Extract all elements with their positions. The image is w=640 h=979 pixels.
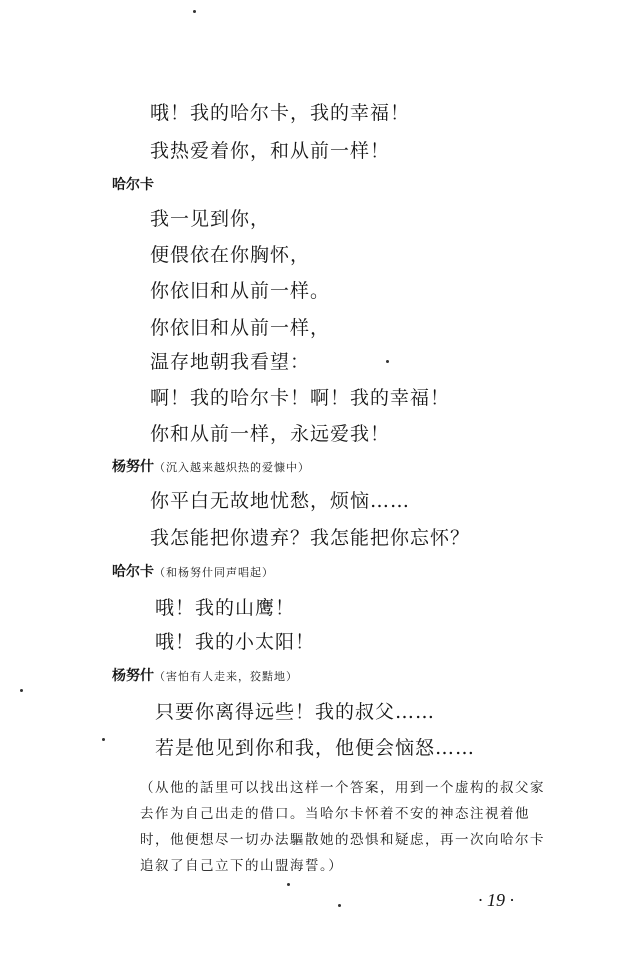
verse-line: 我热爱着你，和从前一样！ [150,140,391,162]
speck [102,738,105,741]
speaker-line [112,456,310,476]
speaker-line [112,665,298,685]
speck [287,883,290,886]
verse-line: 只要你离得远些！我的叔父…… [155,701,436,723]
speaker-name: 哈尔卡 [112,177,154,193]
verse-line: 哦！我的山鹰！ [155,597,296,619]
speaker-name: 杨努什 [112,668,154,684]
note-line: 追叙了自己立下的山盟海誓。） [140,858,344,874]
verse-line: 便偎依在你胸怀， [150,244,311,266]
speck [20,689,23,692]
stage-direction: （沉入越来越炽热的爱慷中） [154,461,310,474]
verse-line: 你依旧和从前一样。 [150,280,331,302]
speck [338,904,341,907]
verse-line: 若是他见到你和我，他便会恼怒…… [155,737,476,759]
verse-line: 你和从前一样，永远爱我！ [150,423,391,445]
verse-line: 温存地朝我看望： [150,351,311,373]
stage-direction: （和杨努什同声唱起） [154,566,274,579]
note-line: 去作为自己出走的借口。当哈尔卡怀着不安的神态注視着他 [140,806,530,822]
speck [193,10,196,13]
speaker-line [112,561,274,581]
speck [386,360,389,363]
speaker-name: 哈尔卡 [112,564,154,580]
page-number: · 19 · [478,890,514,910]
verse-line: 你依旧和从前一样， [150,317,331,339]
verse-line: 哦！我的小太阳！ [155,631,316,653]
verse-line: 我怎能把你遗弃？我怎能把你忘怀？ [150,527,471,549]
verse-line: 啊！我的哈尔卡！啊！我的幸福！ [150,387,451,409]
note-line: 时，他便想尽一切办法驅散她的恐惧和疑虑，再一次向哈尔卡 [140,832,545,848]
verse-line: 你平白无故地忧愁，烦恼…… [150,490,411,512]
note-line: （从他的話里可以找出这样一个答案，用到一个虚构的叔父家 [140,780,545,796]
verse-line: 我一见到你， [150,208,271,230]
verse-line: 哦！我的哈尔卡，我的幸福！ [150,102,411,124]
speaker-name: 杨努什 [112,459,154,475]
stage-direction: （害怕有人走来，狡黠地） [154,670,298,683]
